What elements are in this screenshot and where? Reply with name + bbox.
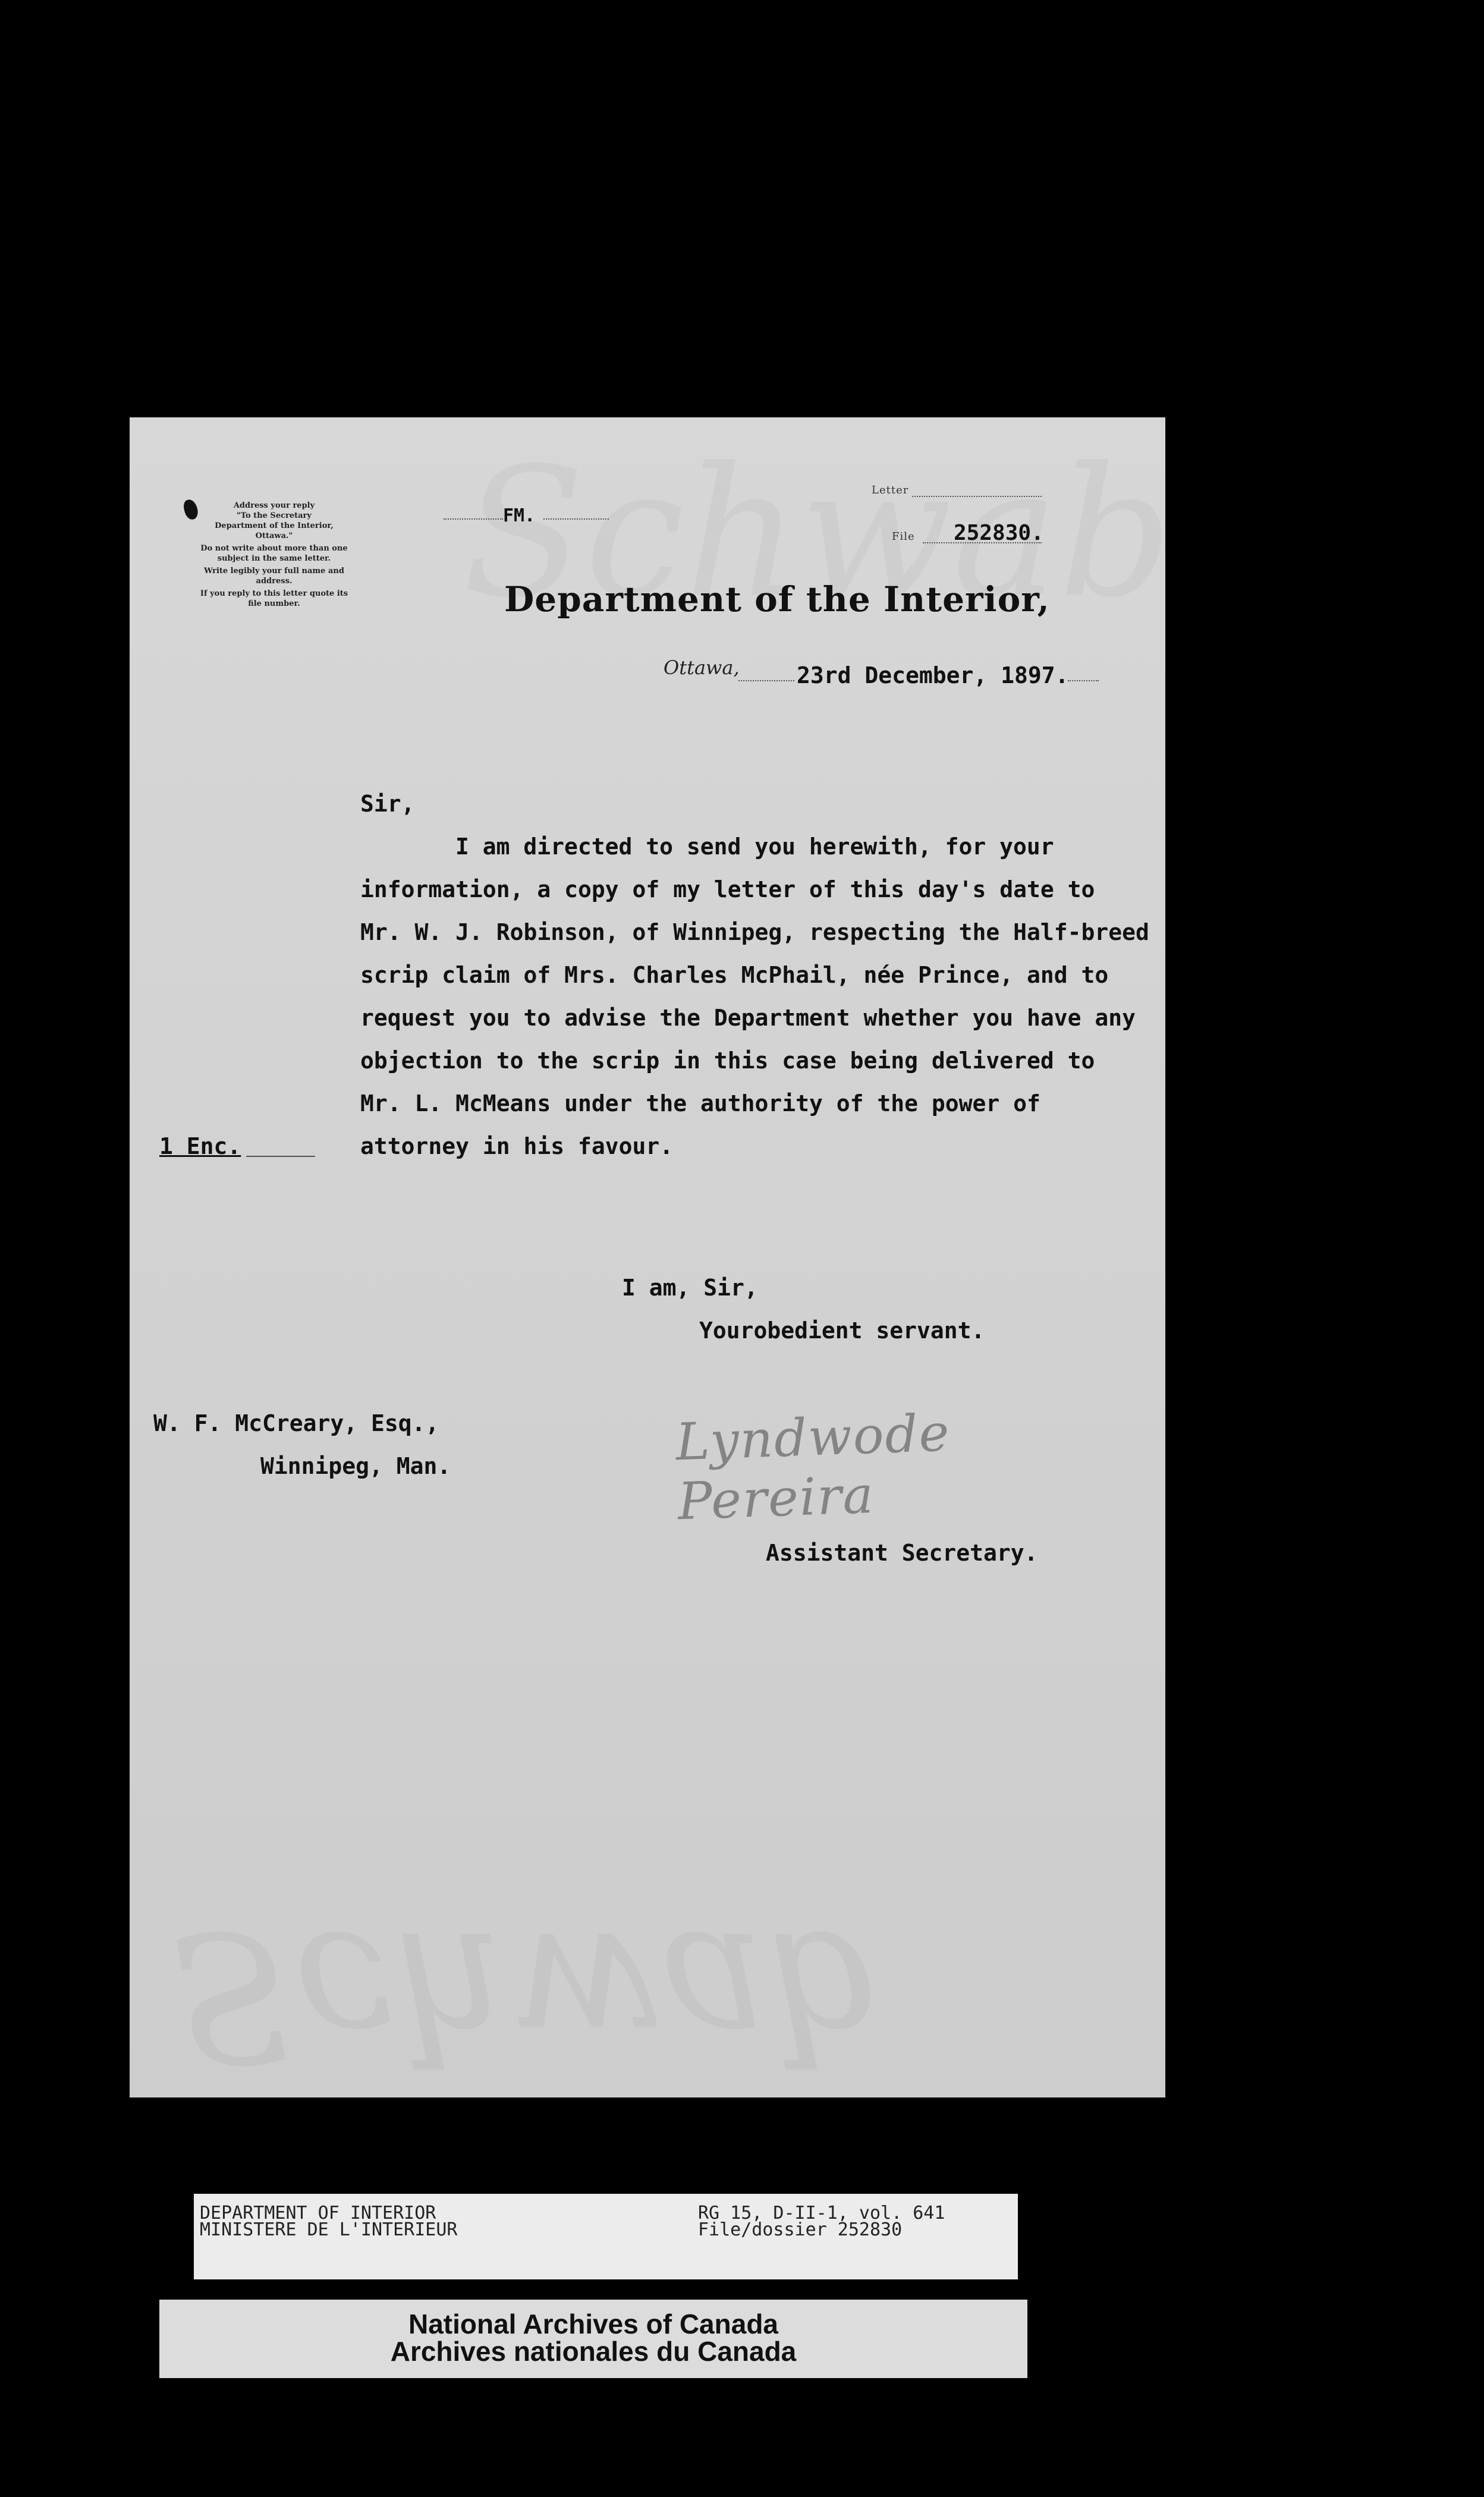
letter-label: Letter (872, 484, 909, 496)
paragraph-line: I am directed to send you herewith, for your (455, 834, 1054, 860)
archive-record-group: RG 15, D-II-1, vol. 641 (698, 2203, 945, 2224)
bleed-through-text-lower (171, 1892, 881, 2097)
archive-dept-fr: MINISTERE DE L'INTERIEUR (200, 2219, 458, 2240)
instruction-line: "To the Secretary (237, 511, 312, 520)
instruction-line: Write legibly your full name and (204, 567, 344, 575)
archives-banner (159, 2300, 1027, 2378)
department-title: Department of the Interior, (504, 579, 1050, 619)
letter-date: 23rd December, 1897. (797, 662, 1069, 688)
letter-page (130, 417, 1165, 2097)
reply-instructions (188, 501, 360, 611)
paragraph-line: information, a copy of my letter of this day's date to (360, 876, 1095, 902)
instruction-line: If you reply to this letter quote its (200, 589, 348, 598)
archive-dept-en: DEPARTMENT OF INTERIOR (200, 2203, 436, 2224)
recipient-place: Winnipeg, Man. (260, 1453, 451, 1479)
closing-line-2: Yourobedient servant. (699, 1317, 985, 1344)
instruction-line: subject in the same letter. (217, 554, 331, 563)
paragraph-line: objection to the scrip in this case being delivered to (360, 1048, 1095, 1074)
instruction-line: Department of the Interior, (215, 521, 334, 530)
paragraph-line: scrip claim of Mrs. Charles McPhail, née Prince, and to (360, 962, 1109, 988)
instruction-line: file number. (248, 599, 300, 608)
paragraph-line: attorney in his favour. (360, 1133, 674, 1159)
closing-line-1: I am, Sir, (622, 1275, 758, 1301)
file-label: File (892, 530, 915, 543)
signature: Lyndwode Pereira (674, 1403, 951, 1532)
archive-reference-label (194, 2194, 1018, 2279)
recipient-name: W. F. McCreary, Esq., (153, 1410, 439, 1436)
letter-number-rule (912, 496, 1042, 497)
signer-title: Assistant Secretary. (766, 1540, 1038, 1566)
file-number: 252830. (954, 521, 1044, 545)
salutation: Sir, (360, 791, 415, 817)
instruction-line: Do not write about more than one (200, 544, 348, 553)
place-label: Ottawa, (664, 656, 740, 679)
fm-rule-left (444, 518, 503, 520)
instruction-line: address. (256, 577, 293, 586)
date-rule-right (1068, 680, 1099, 681)
paragraph-line: Mr. L. McMeans under the authority of the power of (360, 1090, 1040, 1117)
archives-name-en: National Archives of Canada (408, 2309, 778, 2339)
instruction-line: Address your reply (233, 501, 315, 510)
paragraph-line: request you to advise the Department whether you have any (360, 1005, 1136, 1031)
date-rule-left (738, 680, 794, 681)
paragraph-line: Mr. W. J. Robinson, of Winnipeg, respecting the Half-breed (360, 919, 1149, 945)
archives-name-fr: Archives nationales du Canada (390, 2336, 797, 2367)
fm-rule-right (543, 518, 609, 520)
enclosure-rule (246, 1156, 315, 1157)
instruction-line: Ottawa." (255, 532, 293, 540)
initials: FM. (503, 505, 536, 526)
archive-file-number: File/dossier 252830 (698, 2219, 903, 2240)
enclosure-note: 1 Enc. (159, 1133, 241, 1159)
